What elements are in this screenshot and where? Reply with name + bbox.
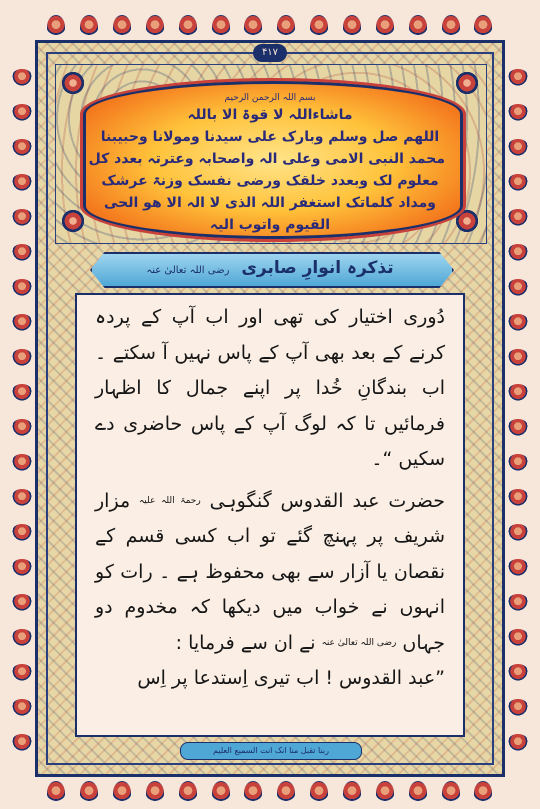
ornament-icon [146,15,164,39]
ornament-icon [507,314,529,332]
ornament-icon [507,104,529,122]
ornament-icon [47,15,65,39]
quote-line: ”عبد القدوس ! اب تیری اِستدعا پر اِس [137,667,445,689]
header-line: اللھم صل وسلم وبارک علی سیدنا ومولانا وحبیبنا [100,129,440,145]
ornament-icon [11,349,33,367]
ornament-icon [11,594,33,612]
ornament-icon [507,559,529,577]
ornament-icon [474,781,492,805]
ornament-icon [11,454,33,472]
ornament-icon [507,209,529,227]
ornament-icon [507,139,529,157]
ornament-icon [507,384,529,402]
ornament-icon [11,419,33,437]
ornament-icon [11,734,33,752]
ornament-icon [409,15,427,39]
chapter-title [90,252,450,284]
ornament-icon [11,559,33,577]
bottom-border-ornaments [40,778,500,808]
ornament-icon [442,15,460,39]
ornament-icon [343,15,361,39]
header-line: ومداد کلماتک استغفر اللہ الذی لا الہ الا ھو الحی [103,195,436,211]
chapter-title-honorific: رضی اللہ تعالیٰ عنہ [146,265,230,276]
ornament-icon [11,489,33,507]
flower-icon [60,70,86,96]
ornament-icon [146,781,164,805]
ornament-icon [507,524,529,542]
ornament-icon [11,314,33,332]
header-line: محمد النبی الامی وعلی الہ واصحابہ وعترتہ بعدد کل [88,151,445,167]
ornament-icon [507,699,529,717]
ornament-icon [310,15,328,39]
basmala: بسم اللہ الرحمن الرحیم [224,93,316,103]
ornament-icon [179,15,197,39]
ornament-icon [11,139,33,157]
ornament-icon [11,524,33,542]
text-run: مزار شریف پر پہنچ گئے تو اب کسی قسم کے نقصان یا آزار سے بھی محفوظ ہے ۔ رات کو انہوں نے خواب میں دیکھا کہ مخدوم دو جہاں [95,489,445,654]
left-border-ornaments [8,60,36,760]
ornament-icon [442,781,460,805]
paragraph [95,484,445,662]
ornament-icon [11,664,33,682]
ornament-icon [277,781,295,805]
text-run: حضرت عبد القدوس گنگوہی [209,489,445,512]
ornament-icon [212,781,230,805]
ornament-icon [507,629,529,647]
ornament-icon [11,629,33,647]
ornament-icon [310,781,328,805]
ornament-icon [179,781,197,805]
ornament-icon [507,349,529,367]
paragraph: دُوری اختیار کی تھی اور اب آپ کے پردہ کرنے کے بعد بھی آپ کے پاس نہیں آ سکتے ۔ اب بندگانِ خُدا پر اپنے جمال کا اظہار فرمائیں تا کہ لوگ آپ کے پاس حاضری دے سکیں “۔ [95,306,445,470]
ornament-icon [507,454,529,472]
ornament-icon [244,15,262,39]
text-run: نے ان سے فرمایا : [175,631,316,654]
ornament-icon [11,174,33,192]
ornament-icon [47,781,65,805]
ornament-icon [11,244,33,262]
chapter-title-text: تذکرہ انوارِ صابری [241,258,394,278]
ornament-icon [507,594,529,612]
header-line: معلوم لک وبعدد خلقک ورضی نفسک وزنۃ عرشک [101,173,439,189]
ornament-icon [474,15,492,39]
honorific: رضی اللہ تعالیٰ عنہ [321,637,397,648]
ornament-icon [507,489,529,507]
ornament-icon [11,209,33,227]
ornament-icon [507,174,529,192]
flower-icon [454,70,480,96]
ornament-icon [507,664,529,682]
header-line: القیوم واتوب الیہ [209,217,331,233]
ornament-icon [507,69,529,87]
ornament-icon [11,69,33,87]
ornament-icon [11,699,33,717]
ornament-icon [212,15,230,39]
ornament-icon [376,15,394,39]
right-border-ornaments [504,60,532,760]
ornament-icon [343,781,361,805]
header-calligraphy [88,92,445,236]
ornament-icon [507,244,529,262]
page-number: ۴۱۷ [253,44,287,62]
body-text [95,300,445,697]
ornament-icon [113,15,131,39]
ornament-icon [376,781,394,805]
ornament-icon [113,781,131,805]
honorific: رحمۃ اللہ علیہ [139,495,201,506]
footer-dua: ربنا تقبل منا انک انت السمیع العلیم [180,742,362,760]
header-line: ماشاءاللہ لا قوۃ الا باللہ [187,107,353,123]
ornament-icon [11,104,33,122]
ornament-icon [277,15,295,39]
ornament-icon [11,384,33,402]
top-border-ornaments [40,12,500,42]
ornament-icon [244,781,262,805]
ornament-icon [507,419,529,437]
ornament-icon [409,781,427,805]
ornament-icon [80,781,98,805]
ornament-icon [507,279,529,297]
ornament-icon [507,734,529,752]
ornament-icon [11,279,33,297]
ornament-icon [80,15,98,39]
